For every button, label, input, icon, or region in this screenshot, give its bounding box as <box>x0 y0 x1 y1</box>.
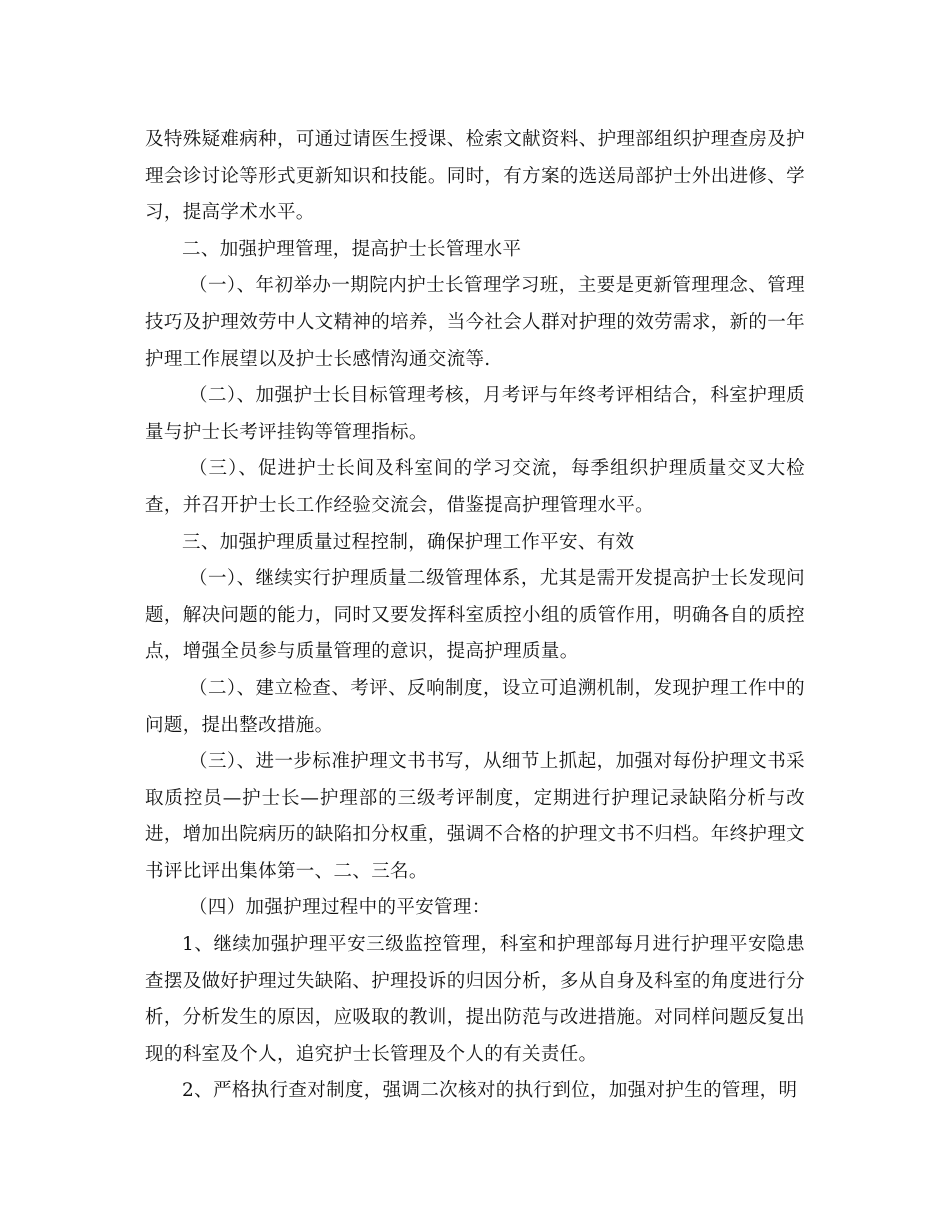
paragraph-3-2: （二）、建立检查、考评、反响制度，设立可追溯机制，发现护理工作中的问题，提出整改措施。 <box>145 677 805 736</box>
document-body <box>145 122 805 1110</box>
paragraph-continuation: 及特殊疑难病种，可通过请医生授课、检索文献资料、护理部组织护理查房及护理会诊讨论等形式更新知识和技能。同时，有方案的选送局部护士外出进修、学习，提高学术水平。 <box>145 129 805 224</box>
paragraph-3-1: （一）、继续实行护理质量二级管理体系，尤其是需开发提高护士长发现问题，解决问题的能力，同时又要发挥科室质控小组的质管作用，明确各自的质控点，增强全员参与质量管理的意识，提高护理质量。 <box>145 568 805 663</box>
list-item-1: 1、继续加强护理平安三级监控管理，科室和护理部每月进行护理平安隐患查摆及做好护理过失缺陷、护理投诉的归因分析，多从自身及科室的角度进行分析，分析发生的原因，应吸取的教训，提出防范与改进措施。对同样问题反复出现的科室及个人，追究护士长管理及个人的有关责任。 <box>145 934 805 1065</box>
paragraph-3-3: （三）、进一步标准护理文书书写，从细节上抓起，加强对每份护理文书采取质控员—护士长—护理部的三级考评制度，定期进行护理记录缺陷分析与改进，增加出院病历的缺陷扣分权重，强调不合格的护理文书不归档。年终护理文书评比评出集体第一、二、三名。 <box>145 751 805 882</box>
paragraph-3-4-heading: （四）加强护理过程中的平安管理： <box>189 897 491 919</box>
section-heading-2: 二、加强护理管理，提高护士长管理水平 <box>182 238 522 260</box>
list-item-2: 2、严格执行查对制度，强调二次核对的执行到位，加强对护生的管理，明 <box>182 1080 798 1102</box>
paragraph-2-1: （一）、年初举办一期院内护士长管理学习班，主要是更新管理理念、管理技巧及护理效劳中人文精神的培养，当今社会人群对护理的效劳需求，新的一年护理工作展望以及护士长感情沟通交流等. <box>145 275 805 370</box>
section-heading-3: 三、加强护理质量过程控制，确保护理工作平安、有效 <box>182 531 635 553</box>
paragraph-2-3: （三）、促进护士长间及科室间的学习交流，每季组织护理质量交叉大检查，并召开护士长工作经验交流会，借鉴提高护理管理水平。 <box>145 458 805 516</box>
paragraph-2-2: （二）、加强护士长目标管理考核，月考评与年终考评相结合，科室护理质量与护士长考评挂钩等管理指标。 <box>145 385 805 443</box>
